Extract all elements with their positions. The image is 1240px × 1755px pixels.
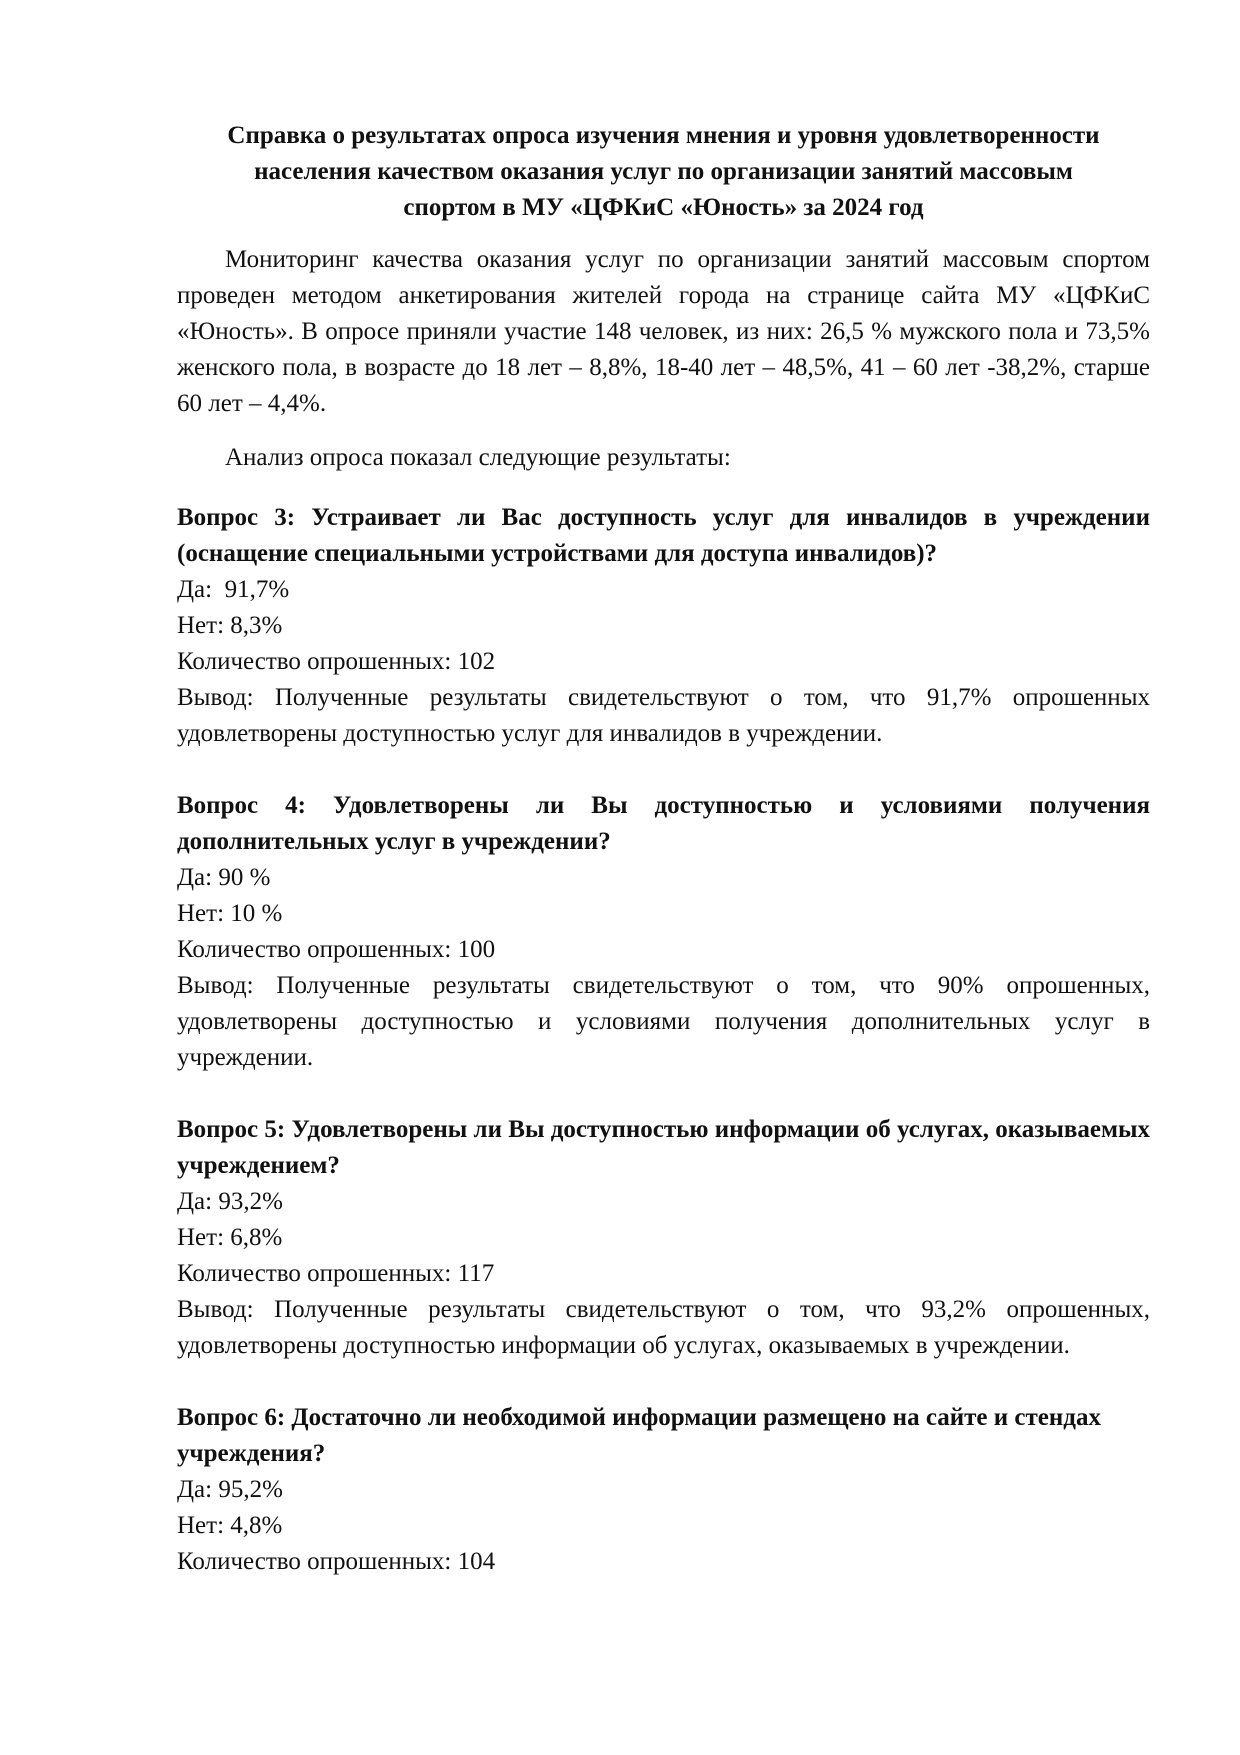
question-heading: Вопрос 3: Устраивает ли Вас доступность услуг для инвалидов в учреждении (оснащение специальными устройствами для доступа инвалидов)? bbox=[177, 504, 1150, 567]
answer-no: Нет: 10 % bbox=[177, 900, 283, 927]
question-heading: Вопрос 6: Достаточно ли необходимой информации размещено на сайте и стендах учреждения? bbox=[177, 1404, 1101, 1467]
title-line: населения качеством оказания услуг по организации занятий массовым bbox=[254, 158, 1073, 185]
question-5-block bbox=[177, 1112, 1150, 1364]
answer-no: Нет: 4,8% bbox=[177, 1512, 283, 1539]
question-heading: Вопрос 4: Удовлетворены ли Вы доступностью и условиями получения дополнительных услуг в учреждении? bbox=[177, 792, 1150, 855]
title-line: Справка о результатах опроса изучения мнения и уровня удовлетворенности bbox=[227, 122, 1100, 149]
intro-paragraph: Мониторинг качества оказания услуг по организации занятий массовым спортом проведен методом анкетирования жителей города на странице сайта МУ «ЦФКиС «Юность». В опросе приняли участие 148 человек, из них: 26,5 % мужского пола и 73,5% женского пола, в возрасте до 18 лет – 8,8%, 18-40 лет – 48,5%, 41 – 60 лет -38,2%, старше 60 лет – 4,4%. bbox=[177, 246, 1150, 417]
question-conclusion: Вывод: Полученные результаты свидетельствуют о том, что 90% опрошенных, удовлетворены доступностью и условиями получения дополнительных услуг в учреждении. bbox=[177, 972, 1150, 1071]
question-conclusion: Вывод: Полученные результаты свидетельствуют о том, что 91,7% опрошенных удовлетворены доступностью услуг для инвалидов в учреждении. bbox=[177, 684, 1150, 747]
question-6-block bbox=[177, 1400, 1150, 1580]
question-conclusion: Вывод: Полученные результаты свидетельствуют о том, что 93,2% опрошенных, удовлетворены доступностью информации об услугах, оказываемых в учреждении. bbox=[177, 1296, 1150, 1359]
answer-no: Нет: 8,3% bbox=[177, 612, 283, 639]
answer-yes: Да: 90 % bbox=[177, 864, 271, 891]
question-heading: Вопрос 5: Удовлетворены ли Вы доступностью информации об услугах, оказываемых учреждением? bbox=[177, 1116, 1150, 1179]
answer-yes: Да: 91,7% bbox=[177, 576, 290, 603]
answer-no: Нет: 6,8% bbox=[177, 1224, 283, 1251]
respondents-count: Количество опрошенных: 117 bbox=[177, 1260, 495, 1287]
question-4-block bbox=[177, 788, 1150, 1076]
answer-yes: Да: 95,2% bbox=[177, 1476, 283, 1503]
respondents-count: Количество опрошенных: 102 bbox=[177, 648, 496, 675]
document-title bbox=[177, 118, 1150, 226]
question-3-block bbox=[177, 500, 1150, 752]
analysis-intro: Анализ опроса показал следующие результаты: bbox=[225, 444, 731, 471]
document-page bbox=[177, 118, 1150, 1580]
respondents-count: Количество опрошенных: 104 bbox=[177, 1548, 496, 1575]
respondents-count: Количество опрошенных: 100 bbox=[177, 936, 496, 963]
answer-yes: Да: 93,2% bbox=[177, 1188, 283, 1215]
title-line: спортом в МУ «ЦФКиС «Юность» за 2024 год bbox=[403, 194, 924, 221]
